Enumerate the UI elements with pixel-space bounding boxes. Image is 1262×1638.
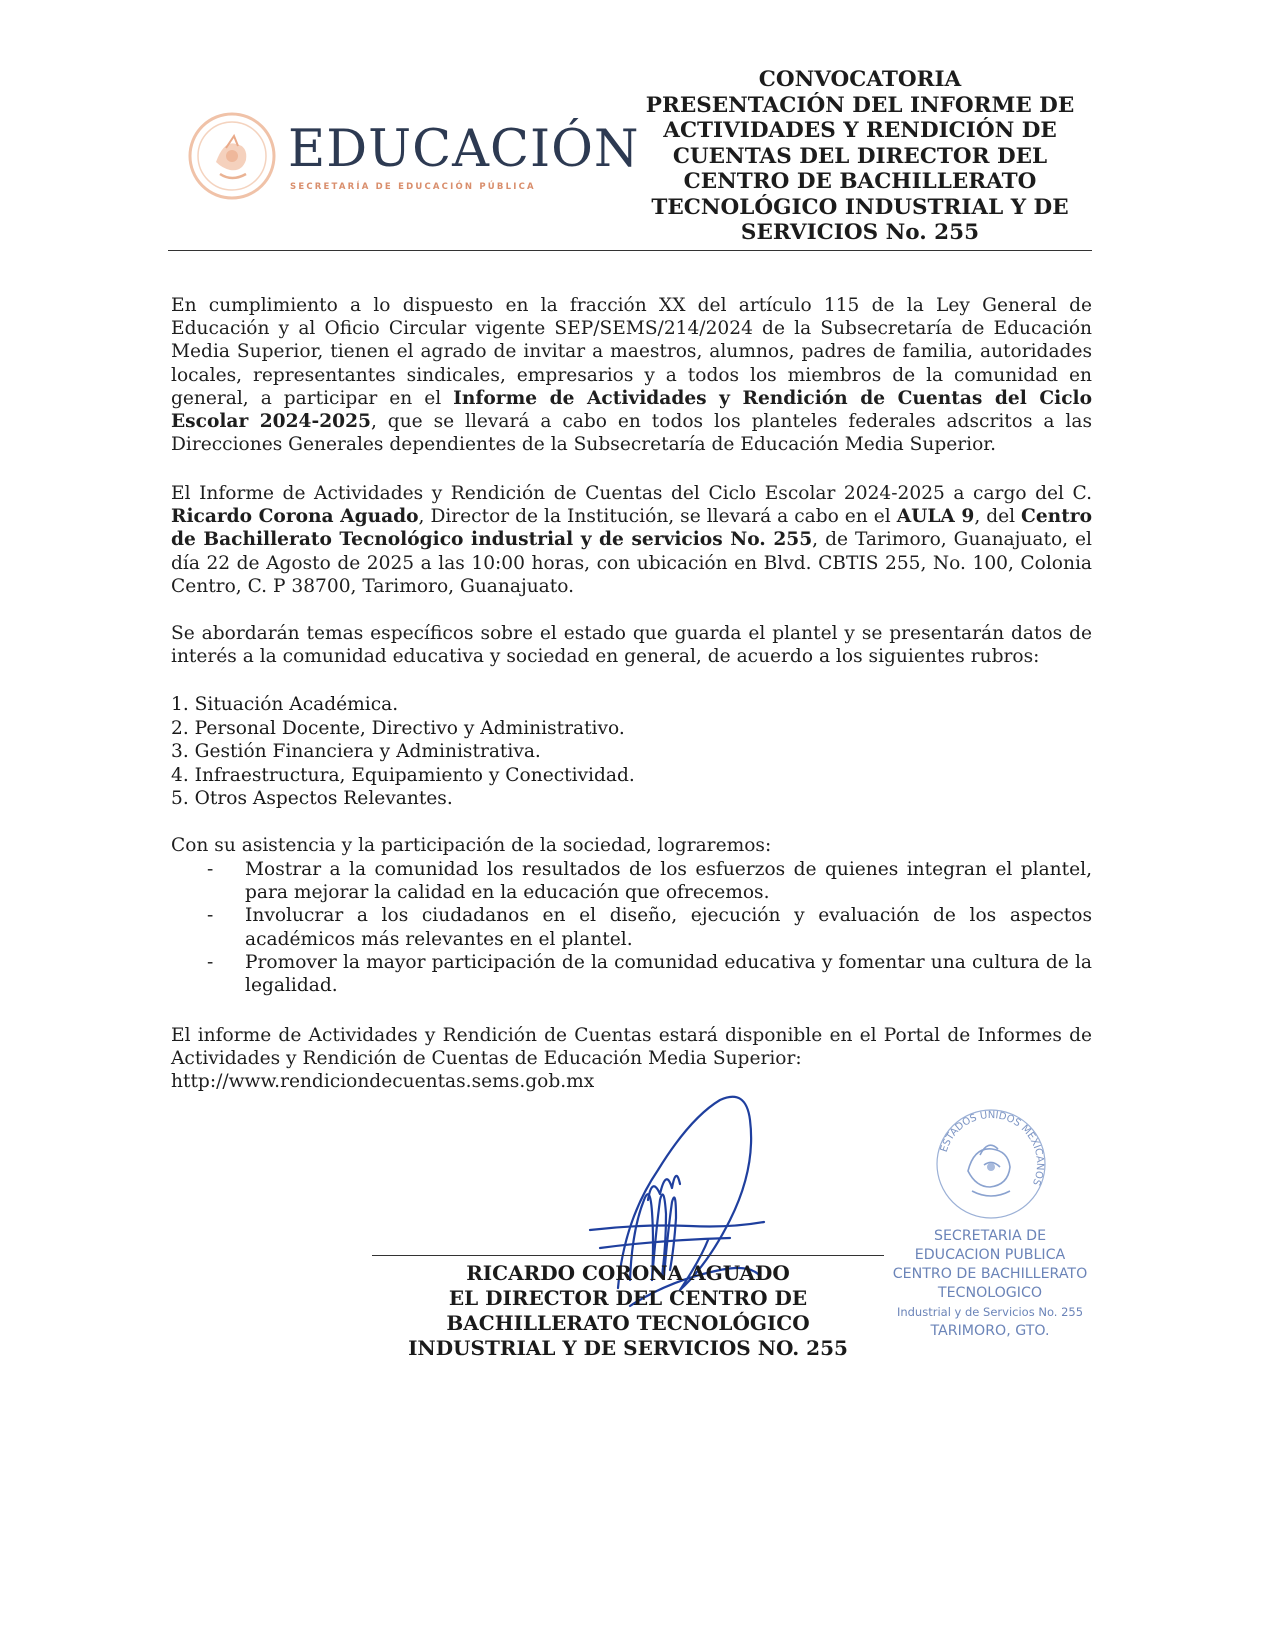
text-run: En cumplimiento a lo dispuesto en la fracción XX del artículo 115 de la Ley General de Educación y al Oficio Circular vigente SEP/SEMS/214/2024 de la Subsecretaría de Educación Media Superior, tienen el agrado de invitar a maestros, alumnos, padres de familia, autoridades locales, representantes sindicales, empresarios y a todos los miembros de la comunidad en general, a participar en el: [171, 295, 1092, 409]
stamp-line: Industrial y de Servicios No. 255: [896, 1305, 1084, 1319]
bold-run: Informe de Actividades y Rendición de Cuentas del Ciclo Escolar 2024-2025: [171, 387, 1092, 433]
document-title: [630, 67, 1090, 246]
stamp-ring-text: ESTADOS UNIDOS MEXICANOS: [938, 1109, 1046, 1187]
signatory-block: [372, 1261, 884, 1361]
text-run: , del: [974, 506, 1022, 528]
list-item: 4. Infraestructura, Equipamiento y Conectividad.: [171, 764, 635, 786]
portal-link[interactable]: http://www.rendiciondecuentas.sems.gob.mx: [171, 1071, 595, 1093]
goal-text: Promover la mayor participación de la comunidad educativa y fomentar una cultura de la legalidad.: [245, 951, 1092, 997]
closing-text: El informe de Actividades y Rendición de Cuentas estará disponible en el Portal de Informes de Actividades y Rendición de Cuentas de Educación Media Superior:: [171, 1025, 1092, 1070]
paragraph-topics-intro: Se abordarán temas específicos sobre el estado que guarda el plantel y se presentarán datos de interés a la comunidad educativa y sociedad en general, de acuerdo a los siguientes rubros:: [171, 623, 1092, 668]
stamp-text: [880, 1227, 1100, 1341]
stamp-line: TARIMORO, GTO.: [930, 1323, 1050, 1339]
bullet-dash: -: [207, 951, 214, 973]
header-divider: [168, 250, 1092, 251]
mexico-seal-icon: [186, 110, 278, 202]
title-line: TECNOLÓGICO INDUSTRIAL Y DE: [651, 194, 1069, 220]
logo-subtitle: SECRETARÍA DE EDUCACIÓN PÚBLICA: [290, 182, 536, 192]
title-line: SERVICIOS No. 255: [740, 220, 980, 245]
goals-list: [171, 858, 1092, 997]
list-item: [171, 858, 1092, 904]
stamp-line: CENTRO DE BACHILLERATO: [892, 1266, 1088, 1282]
official-stamp: [880, 1105, 1100, 1345]
list-item: 3. Gestión Financiera y Administrativa.: [171, 741, 541, 763]
sep-logo: [186, 110, 640, 210]
list-item: 5. Otros Aspectos Relevantes.: [171, 788, 453, 810]
bullet-dash: -: [207, 859, 214, 880]
title-line: CONVOCATORIA: [758, 67, 962, 92]
signatory-role: INDUSTRIAL Y DE SERVICIOS NO. 255: [408, 1336, 848, 1360]
paragraph-invitation: [171, 294, 1092, 456]
text-run: , Director de la Institución, se llevará a cabo en el: [418, 506, 897, 528]
paragraph-goals-intro: Con su asistencia y la participación de la sociedad, lograremos:: [171, 835, 772, 856]
list-item: 1. Situación Académica.: [171, 694, 399, 715]
text-run: , que se llevará a cabo en todos los planteles federales adscritos a las Direcciones Generales dependientes de la Subsecretaría de Educación Media Superior.: [171, 411, 1092, 456]
title-line: CUENTAS DEL DIRECTOR DEL: [672, 143, 1048, 169]
stamp-seal-icon: [932, 1105, 1050, 1223]
stamp-line: EDUCACION PUBLICA: [914, 1247, 1066, 1263]
bullet-dash: -: [207, 905, 214, 927]
title-line: ACTIVIDADES Y RENDICIÓN DE: [663, 118, 1057, 143]
text-run: , de Tarimoro, Guanajuato, el día 22 de Agosto de 2025 a las 10:00 horas, con ubicación en Blvd. CBTIS 255, No. 100, Colonia Centro, C. P 38700, Tarimoro, Guanajuato.: [171, 529, 1092, 597]
bold-run: AULA 9: [896, 506, 975, 528]
title-line: PRESENTACIÓN DEL INFORME DE: [645, 92, 1075, 118]
logo-wordmark: EDUCACIÓN: [288, 120, 640, 179]
goal-text: Mostrar a la comunidad los resultados de los esfuerzos de quienes integran el plantel, para mejorar la calidad en la educación que ofrecemos.: [245, 859, 1092, 904]
list-item: [171, 904, 1092, 950]
topics-list: [171, 693, 635, 811]
list-item: 2. Personal Docente, Directivo y Administrativo.: [171, 717, 625, 739]
stamp-line: TECNOLOGICO: [937, 1285, 1043, 1301]
signatory-name: RICARDO CORONA AGUADO: [466, 1261, 790, 1285]
text-run: El Informe de Actividades y Rendición de Cuentas del Ciclo Escolar 2024-2025 a cargo del C.: [171, 483, 1092, 504]
paragraph-event-details: [171, 482, 1092, 598]
bold-run: Ricardo Corona Aguado: [171, 506, 419, 528]
bold-run: Centro de Bachillerato Tecnológico industrial y de servicios No. 255: [171, 506, 1092, 551]
signature-line: [372, 1255, 884, 1256]
signatory-role: EL DIRECTOR DEL CENTRO DE: [448, 1286, 808, 1310]
goal-text: Involucrar a los ciudadanos en el diseño, ejecución y evaluación de los aspectos académicos más relevantes en el plantel.: [245, 905, 1092, 950]
signatory-role: BACHILLERATO TECNOLÓGICO: [446, 1311, 810, 1335]
title-line: CENTRO DE BACHILLERATO: [683, 169, 1037, 194]
list-item: [171, 951, 1092, 997]
stamp-line: SECRETARIA DE: [933, 1228, 1047, 1244]
